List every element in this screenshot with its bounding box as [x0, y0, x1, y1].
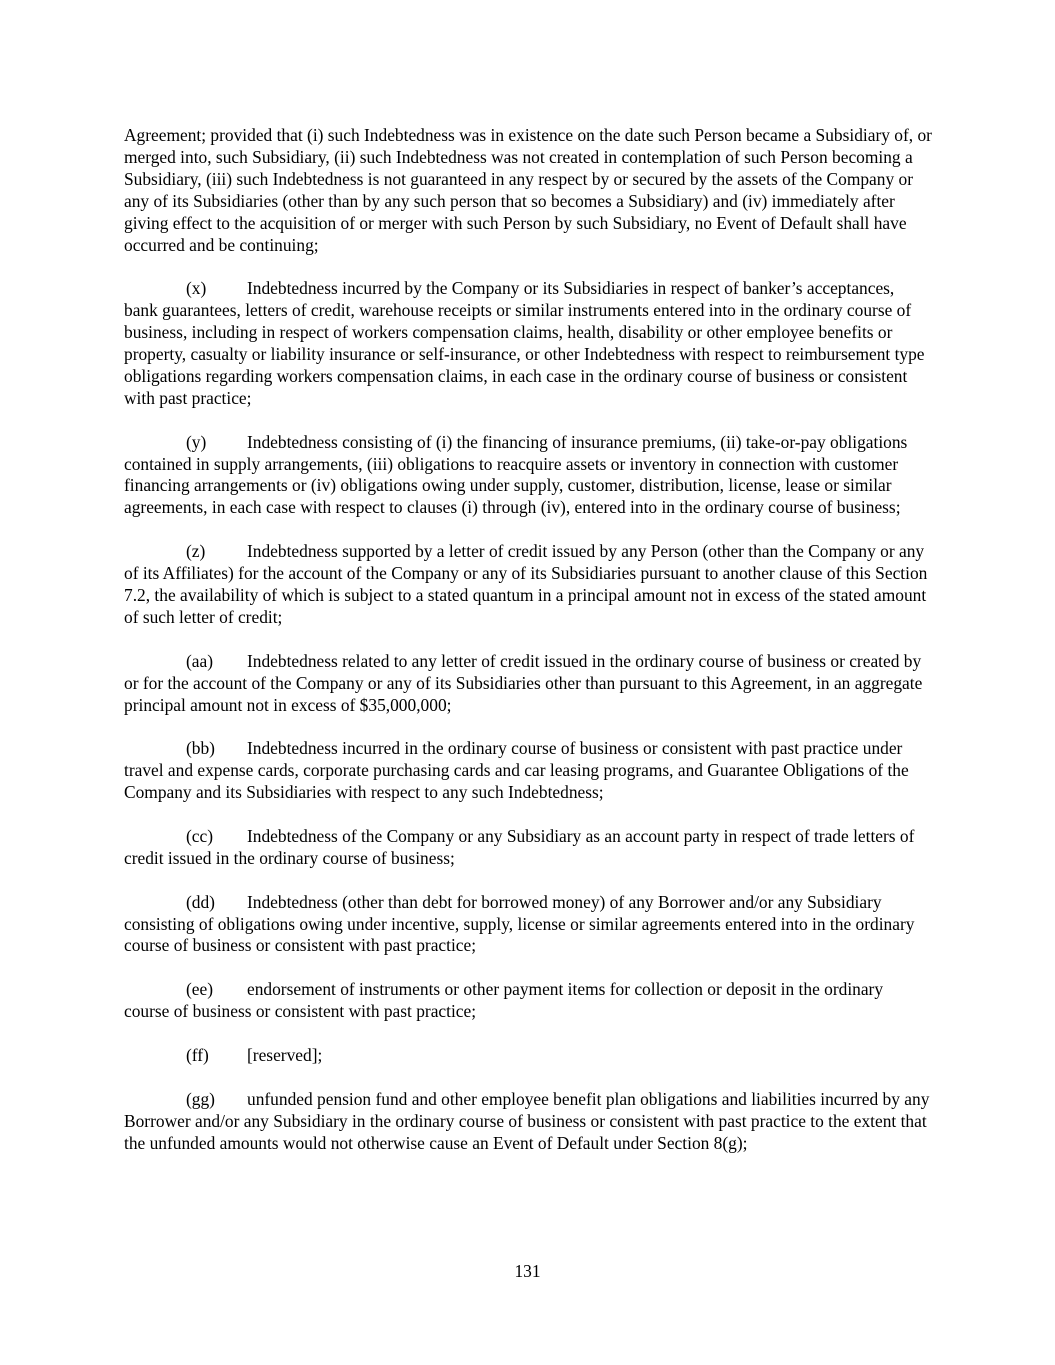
clause-label: (cc) [186, 825, 214, 846]
clause-text: Indebtedness supported by a letter of credit issued by any Person (other than the Company or any of its Affiliates) for the account of the Company or any of its Subsidiaries pursuant to another clause of this Section 7.2, the availability of which is subject to a stated quantum in a principal amount not in excess of the stated amount of such letter of credit; [124, 541, 928, 627]
clause-gg [124, 1089, 932, 1155]
clause-z [124, 541, 932, 629]
clause-text: unfunded pension fund and other employee benefit plan obligations and liabilities incurred by any Borrower and/or any Subsidiary in the ordinary course of business or consistent with past practice to the extent that the unfunded amounts would not otherwise cause an Event of Default under Section 8(g); [124, 1088, 930, 1153]
clause-text: Indebtedness incurred in the ordinary course of business or consistent with past practice under travel and expense cards, corporate purchasing cards and car leasing programs, and Guarantee Obligations of the Company and its Subsidiaries with respect to any such Indebtedness; [124, 738, 909, 803]
clause-dd [124, 892, 932, 958]
clause-aa [124, 651, 932, 717]
clause-text: endorsement of instruments or other payment items for collection or deposit in the ordinary course of business or consistent with past practice; [124, 979, 884, 1022]
clause-label: (bb) [186, 738, 215, 759]
clause-label: (x) [186, 278, 207, 299]
clause-text: Indebtedness of the Company or any Subsidiary as an account party in respect of trade letters of credit issued in the ordinary course of business; [124, 825, 915, 868]
clause-text: Indebtedness (other than debt for borrowed money) of any Borrower and/or any Subsidiary consisting of obligations owing under incentive, supply, license or similar agreements entered into in the ordinary course of business or consistent with past practice; [124, 891, 915, 956]
clause-label: (z) [186, 541, 206, 562]
clause-text: Indebtedness related to any letter of credit issued in the ordinary course of business or created by or for the account of the Company or any of its Subsidiaries other than pursuant to this Agreement, in an aggregate principal amount not in excess of $35,000,000; [124, 650, 923, 715]
clause-bb [124, 738, 932, 804]
clause-label: (y) [186, 431, 207, 452]
clause-text: Indebtedness incurred by the Company or its Subsidiaries in respect of banker’s acceptances, bank guarantees, letters of credit, warehouse receipts or similar instruments entered into in the ordinary course of business, including in respect of workers compensation claims, health, disability or other employee benefits or property, casualty or liability insurance or self-insurance, or other Indebtedness with respect to reimbursement type obligations regarding workers compensation claims, in each case in the ordinary course of business or consistent with past practice; [124, 278, 925, 408]
clause-label: (ee) [186, 979, 214, 1000]
page-number: 131 [514, 1261, 541, 1281]
clause-text: Indebtedness consisting of (i) the financing of insurance premiums, (ii) take-or-pay obligations contained in supply arrangements, (iii) obligations to reacquire assets or inventory in connection with customer financing arrangements or (iv) obligations owing under supply, customer, distribution, license, lease or similar agreements, in each case with respect to clauses (i) through (iv), entered into in the ordinary course of business; [124, 431, 908, 518]
clause-label: (dd) [186, 891, 215, 912]
clause-x [124, 278, 932, 409]
clause-ee [124, 979, 932, 1023]
clause-label: (gg) [186, 1088, 215, 1109]
document-page [124, 125, 932, 1176]
clause-text: [reserved]; [247, 1044, 323, 1065]
clause-y [124, 432, 932, 520]
opening-paragraph: Agreement; provided that (i) such Indebtedness was in existence on the date such Person became a Subsidiary of, or merged into, such Subsidiary, (ii) such Indebtedness was not created in contemplation of such Person becoming a Subsidiary, (iii) such Indebtedness is not guaranteed in any respect by or secured by the assets of the Company or any of its Subsidiaries (other than by any such person that so becomes a Subsidiary) and (iv) immediately after giving effect to the acquisition of or merger with such Person by such Subsidiary, no Event of Default shall have occurred and be continuing; [124, 125, 932, 255]
clause-cc [124, 826, 932, 870]
clause-label: (ff) [186, 1044, 209, 1065]
clause-label: (aa) [186, 650, 214, 671]
clause-ff [124, 1045, 932, 1067]
